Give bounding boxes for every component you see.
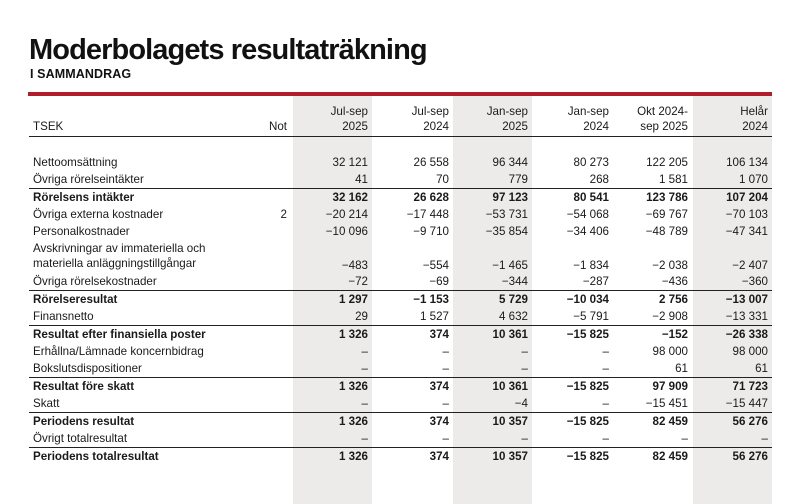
row-label: Erhållna/Lämnade koncernbidrag [33, 345, 204, 358]
row-label: Resultat före skatt [29, 378, 253, 396]
row-value: – [602, 397, 609, 410]
row-value: – [442, 362, 449, 375]
row-value: 374 [372, 326, 453, 344]
row-value: 10 357 [453, 413, 532, 431]
row-value: −9 710 [413, 225, 449, 238]
row-value: −15 825 [532, 413, 613, 431]
row-value: 98 000 [732, 345, 768, 358]
income-statement-table [29, 96, 772, 465]
header-unit-label: TSEK [29, 96, 253, 137]
header-note-label: Not [253, 96, 293, 137]
row-note [253, 448, 293, 466]
row-note [253, 273, 293, 291]
row-value: −10 096 [325, 225, 368, 238]
table-row [29, 308, 772, 326]
row-note [253, 291, 293, 309]
header-period: Jul-sep 2025 [293, 96, 372, 137]
row-value: – [521, 345, 528, 358]
row-value: 1 326 [293, 413, 372, 431]
row-value: 71 723 [692, 378, 772, 396]
header-period: Jul-sep 2024 [372, 96, 453, 137]
row-note [253, 171, 293, 189]
row-value: – [442, 345, 449, 358]
row-value: −2 407 [732, 259, 768, 272]
row-value: 1 070 [738, 173, 768, 186]
row-value: – [521, 362, 528, 375]
row-value: – [761, 432, 768, 445]
row-value: 4 632 [498, 310, 528, 323]
row-label: Bokslutsdispositioner [33, 362, 142, 375]
row-value: −2 038 [652, 259, 688, 272]
row-value: −15 451 [645, 397, 688, 410]
row-note [253, 378, 293, 396]
row-label: Nettoomsättning [33, 156, 118, 169]
row-value: – [602, 432, 609, 445]
row-value: 82 459 [613, 448, 692, 466]
table-row-total [29, 291, 772, 309]
row-label: Övriga rörelseintäkter [33, 173, 144, 186]
row-value: – [602, 362, 609, 375]
row-note [253, 360, 293, 378]
row-note [253, 343, 293, 360]
row-value: −4 [514, 397, 528, 410]
row-label: Övrigt totalresultat [33, 432, 128, 445]
row-value: – [681, 432, 688, 445]
row-value: 1 297 [293, 291, 372, 309]
row-value: −554 [422, 259, 449, 272]
table-row [29, 206, 772, 223]
row-label: Avskrivningar av immateriella och materiella anläggningstillgångar [33, 242, 206, 270]
row-note [253, 395, 293, 413]
table-row-total [29, 378, 772, 396]
table-header-row [29, 96, 772, 137]
row-label: Skatt [33, 397, 60, 410]
row-label: Rörelseresultat [29, 291, 253, 309]
row-value: −69 767 [645, 208, 688, 221]
row-value: 26 558 [413, 156, 449, 169]
row-value: 26 628 [372, 189, 453, 207]
table-row-total [29, 189, 772, 207]
row-value: 2 756 [613, 291, 692, 309]
table-row [29, 360, 772, 378]
row-value: 107 204 [692, 189, 772, 207]
row-value: −15 825 [532, 326, 613, 344]
header-period: Jan-sep 2024 [532, 96, 613, 137]
row-value: −1 834 [573, 259, 609, 272]
row-value: −436 [661, 275, 688, 288]
row-value: −20 214 [325, 208, 368, 221]
row-value: 374 [372, 378, 453, 396]
row-value: −26 338 [692, 326, 772, 344]
row-note [253, 430, 293, 448]
row-label: Finansnetto [33, 310, 94, 323]
row-value: – [361, 397, 368, 410]
spacer-row [29, 137, 772, 155]
table-row [29, 395, 772, 413]
row-value: −5 791 [573, 310, 609, 323]
row-value: 5 729 [453, 291, 532, 309]
row-value: −13 331 [725, 310, 768, 323]
row-value: 10 361 [453, 378, 532, 396]
row-value: 96 344 [492, 156, 528, 169]
row-value: 1 527 [419, 310, 449, 323]
row-value: 374 [372, 413, 453, 431]
row-label: Resultat efter finansiella poster [29, 326, 253, 344]
row-note [253, 223, 293, 240]
row-note [253, 154, 293, 171]
row-value: 268 [589, 173, 609, 186]
row-value: 82 459 [613, 413, 692, 431]
row-value: 70 [436, 173, 449, 186]
table-row-total [29, 448, 772, 466]
row-value: −360 [741, 275, 768, 288]
row-value: 80 541 [532, 189, 613, 207]
row-note: 2 [280, 208, 287, 221]
row-value: 29 [355, 310, 368, 323]
table-row [29, 343, 772, 360]
row-value: 779 [508, 173, 528, 186]
table-row-total [29, 413, 772, 431]
row-value: 1 326 [293, 378, 372, 396]
row-value: 32 121 [332, 156, 368, 169]
table-row [29, 430, 772, 448]
page-subtitle: I SAMMANDRAG [30, 67, 132, 81]
header-period: Okt 2024- sep 2025 [613, 96, 692, 137]
row-note [253, 413, 293, 431]
row-value: 41 [355, 173, 368, 186]
row-value: 10 357 [453, 448, 532, 466]
row-value: 1 581 [658, 173, 688, 186]
row-label: Periodens resultat [29, 413, 253, 431]
row-label: Personalkostnader [33, 225, 130, 238]
row-value: – [602, 345, 609, 358]
row-value: −10 034 [532, 291, 613, 309]
row-value: 10 361 [453, 326, 532, 344]
row-value: 56 276 [692, 448, 772, 466]
row-value: – [442, 432, 449, 445]
row-value: 122 205 [646, 156, 688, 169]
row-note [253, 308, 293, 326]
row-value: −34 406 [566, 225, 609, 238]
row-label: Övriga externa kostnader [33, 208, 164, 221]
row-value: −483 [341, 259, 368, 272]
row-value: 32 162 [293, 189, 372, 207]
row-value: −287 [582, 275, 609, 288]
table-row [29, 223, 772, 240]
row-value: −72 [348, 275, 368, 288]
row-note [253, 189, 293, 207]
row-value: 1 326 [293, 448, 372, 466]
row-value: −54 068 [566, 208, 609, 221]
row-value: −70 103 [725, 208, 768, 221]
row-value: −1 465 [492, 259, 528, 272]
header-period: Jan-sep 2025 [453, 96, 532, 137]
row-value: 80 273 [573, 156, 609, 169]
row-value: −69 [429, 275, 449, 288]
row-value: −152 [613, 326, 692, 344]
row-value: −15 825 [532, 448, 613, 466]
row-label: Rörelsens intäkter [29, 189, 253, 207]
row-value: −344 [501, 275, 528, 288]
table-row [29, 171, 772, 189]
row-value: −17 448 [406, 208, 449, 221]
row-value: 123 786 [613, 189, 692, 207]
table-row-total [29, 326, 772, 344]
table-row [29, 154, 772, 171]
row-value: – [361, 345, 368, 358]
row-value: −15 825 [532, 378, 613, 396]
row-value: – [361, 362, 368, 375]
row-value: −53 731 [485, 208, 528, 221]
row-value: – [361, 432, 368, 445]
row-value: 1 326 [293, 326, 372, 344]
row-note [253, 240, 293, 273]
row-label: Periodens totalresultat [29, 448, 253, 466]
header-period: Helår 2024 [692, 96, 772, 137]
row-value: 98 000 [652, 345, 688, 358]
row-value: 106 134 [726, 156, 768, 169]
row-value: −47 341 [725, 225, 768, 238]
page-title: Moderbolagets resultaträkning [29, 34, 427, 66]
table-row [29, 240, 772, 273]
row-value: −15 447 [725, 397, 768, 410]
row-value: – [521, 432, 528, 445]
row-value: 97 123 [453, 189, 532, 207]
table-row [29, 273, 772, 291]
row-value: −35 854 [485, 225, 528, 238]
row-value: 374 [372, 448, 453, 466]
row-value: −48 789 [645, 225, 688, 238]
row-label: Övriga rörelsekostnader [33, 275, 157, 288]
row-value: −2 908 [652, 310, 688, 323]
row-value: 61 [755, 362, 768, 375]
row-value: 97 909 [613, 378, 692, 396]
row-value: 56 276 [692, 413, 772, 431]
row-value: 61 [675, 362, 688, 375]
row-value: −13 007 [692, 291, 772, 309]
row-value: – [442, 397, 449, 410]
row-value: −1 153 [372, 291, 453, 309]
row-note [253, 326, 293, 344]
